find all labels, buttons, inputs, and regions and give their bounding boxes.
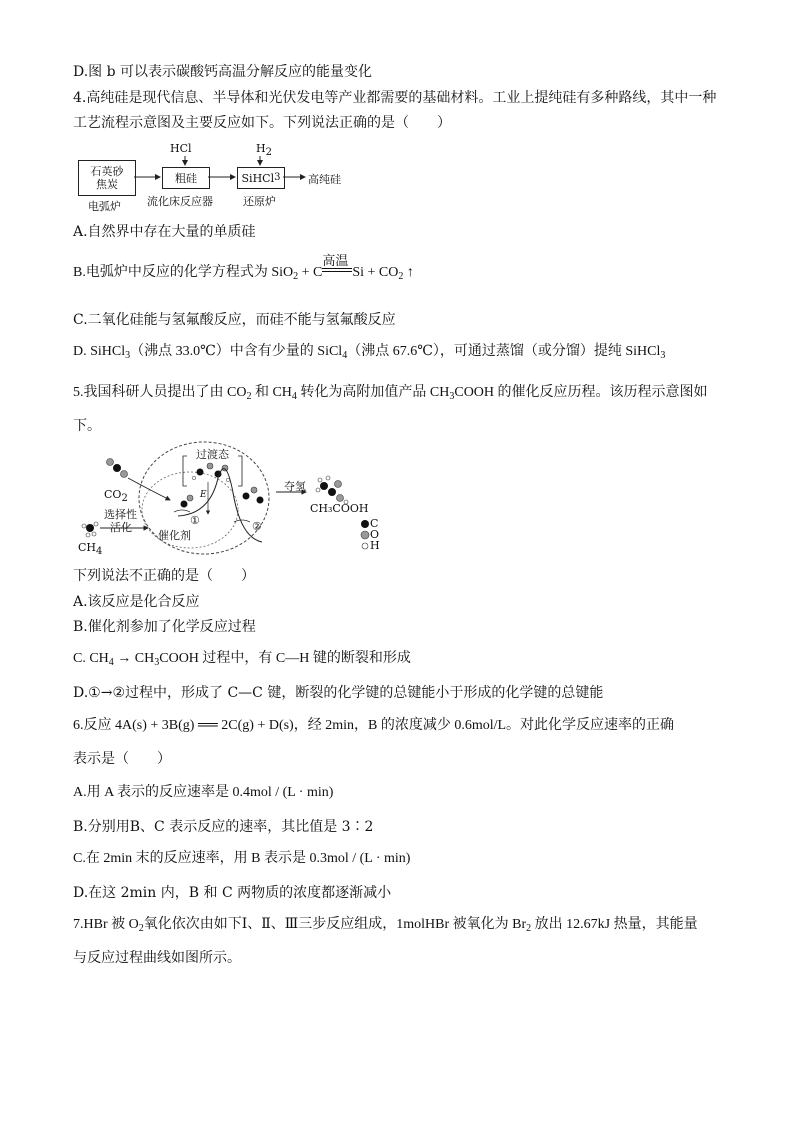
q5-co2-label: $CO_2$ (104, 488, 128, 504)
q5-transition-label: 过渡态 (196, 448, 229, 461)
flow-product: 高纯硅 (308, 173, 341, 186)
q5-ea-label: E (200, 490, 207, 500)
flow-reagent-hcl: HCl (170, 142, 192, 155)
q4-option-b: B.电弧炉中反应的化学方程式为 SiO$_2$ + C 高温 $Si + CO_2$ ↑ (73, 253, 414, 282)
q4-stem-line-1: 4.高纯硅是现代信息、半导体和光伏发电等产业都需要的基础材料。工业上提纯硅有多种路线，其中一种 (73, 90, 717, 106)
q5-selective-label-2: 活化 (110, 521, 132, 534)
q6-option-d: D.在这 2min 内，B 和 C 两物质的浓度都逐渐减小 (73, 885, 392, 901)
q5-ch4-label: $CH_4$ (78, 541, 103, 557)
flow-box-crude-si: 粗硅 (162, 167, 210, 189)
q4-option-b-condition: 高温 (322, 263, 352, 277)
q5-legend-h: H (370, 539, 380, 552)
flow-box-raw-line2: 焦炭 (96, 178, 118, 191)
flow-caption-arc-furnace: 电弧炉 (88, 200, 121, 213)
q5-product-label: CH₃COOH (310, 502, 369, 515)
q4-stem-line-2: 工艺流程示意图及主要反应如下。下列说法正确的是（ ） (73, 115, 451, 131)
q5-selective-label-1: 选择性 (104, 508, 137, 521)
q7-stem-line-2: 与反应过程曲线如图所示。 (73, 950, 241, 966)
q5-step1-label: ① (190, 514, 200, 527)
q7-stem-line-1: 7.HBr 被 $O_2$氧化依次由如下Ⅰ、Ⅱ、Ⅲ三步反应组成，1molHBr 被氧化为 $Br_2$ 放出 12.67kJ 热量，其能量 (73, 917, 698, 934)
q5-legend-o: O (370, 528, 380, 541)
q6-stem-line-2: 表示是（ ） (73, 751, 171, 767)
flow-caption-fluidized-bed: 流化床反应器 (147, 195, 213, 208)
q5-step2-label: ② (252, 520, 262, 533)
q5-option-d: D.①→②过程中，形成了 C—C 键，断裂的化学键的总键能小于形成的化学键的总键能 (73, 685, 604, 701)
q5-stem-line-2: 下。 (73, 418, 101, 434)
q3-option-d: D.图 b 可以表示碳酸钙高温分解反应的能量变化 (73, 64, 373, 80)
q4-option-a: A.自然界中存在大量的单质硅 (73, 224, 256, 240)
q5-catalyst-label: 催化剂 (158, 529, 191, 542)
flow-reagent-h2: $H_2$ (256, 142, 272, 158)
flow-arrows (0, 0, 400, 220)
q5-option-a: A.该反应是化合反应 (73, 594, 200, 610)
q6-stem-line-1: 6.反应 4A(s) + 3B(g) ══ 2C(g) + D(s)，经 2min，B 的浓度减少 0.6mol/L。对此化学反应速率的正确 (73, 718, 675, 733)
q4-option-c: C.二氧化硅能与氢氟酸反应，而硅不能与氢氟酸反应 (73, 312, 396, 328)
flow-caption-reduction: 还原炉 (243, 195, 276, 208)
q5-dehydro-label: 夺氢 (284, 480, 306, 493)
q4-option-d: D. SiHCl$_3$（沸点 33.0℃）中含有少量的 SiCl$_4$（沸点 67.6℃），可通过蒸馏（或分馏）提纯 SiHCl$_3$ (73, 344, 666, 361)
q5-question: 下列说法不正确的是（ ） (73, 568, 255, 584)
q5-legend-c: C (370, 517, 379, 530)
q5-option-c: C. $CH_4$ → $CH_3COOH$ 过程中，有 C—H 键的断裂和形成 (73, 651, 411, 668)
q6-option-b: B.分别用B、C 表示反应的速率，其比值是 3∶2 (73, 819, 374, 835)
q6-option-c: C.在 2min 末的反应速率，用 B 表示是 0.3mol / (L · min) (73, 851, 411, 866)
q5-option-b: B.催化剂参加了化学反应过程 (73, 619, 256, 635)
q5-stem-line-1: 5.我国科研人员提出了由 $CO_2$ 和 $CH_4$ 转化为高附加值产品 $CH_3COOH$ 的催化反应历程。该历程示意图如 (73, 385, 708, 402)
flow-box-sihcl3: SiHCl 3 (237, 167, 285, 189)
q6-option-a: A.用 A 表示的反应速率是 0.4mol / (L · min) (73, 785, 334, 800)
flow-box-raw-line1: 石英砂 (90, 165, 124, 178)
